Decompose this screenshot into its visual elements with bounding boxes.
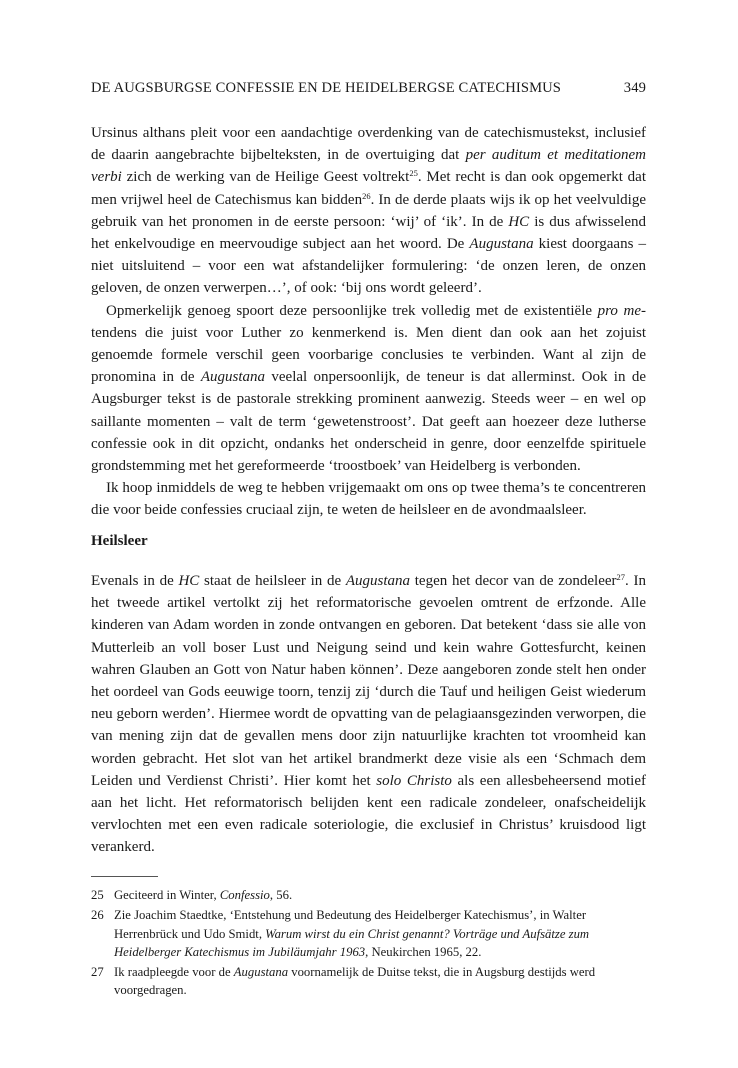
text-run: is dus afwisselend het enkelvoudige en meervoudige subject aan het woord. De	[91, 213, 646, 253]
page-number: 349	[623, 80, 646, 96]
footnote-separator	[91, 876, 158, 877]
italic-phrase: pro me	[597, 302, 641, 319]
text-run: Opmerkelijk genoeg spoort deze persoonlijke trek volledig met de existentiële	[106, 302, 598, 319]
text-run: tegen het decor van de zondeleer	[410, 573, 617, 589]
paragraph-3	[91, 477, 646, 521]
footnote-number: 27	[91, 965, 104, 980]
footnote-ref-25[interactable]: 25	[409, 168, 418, 179]
italic-phrase: Augustana	[469, 236, 534, 253]
intro-text	[91, 122, 646, 522]
paragraph-1	[91, 122, 646, 300]
italic-phrase: Augustana	[200, 369, 266, 386]
italic-phrase: HC	[178, 573, 200, 589]
text-run: -tendens die juist voor Luther zo kenmerkend is. Men dient dan ook aan het zojuist genoemde formele verschil geen voorbarige conclusies te verbinden. Want al zijn de pronomina in de	[91, 302, 646, 386]
text-run: als een allesbeheersend motief aan het licht. Het reformatorisch belijden kent een radicale zondeleer, onafscheidelijk vervlochten met een even radicale soteriologie, die exclusief in Christus’ kruisdood ligt verankerd.	[91, 772, 646, 856]
footnote-number: 26	[91, 908, 104, 923]
footnote-number: 25	[91, 888, 104, 902]
text-run: voornamelijk de Duitse tekst, die in Augsburg destijds werd voorgedragen.	[114, 965, 596, 998]
text-run: veelal onpersoonlijk, de teneur is dat allerminst. Ook in de Augsburger tekst is de pastorale strekking prominent aanwezig. Steeds weer – en wel op saillante momenten – valt de term ‘gewetenstroost’. Dat geeft aan hoezeer deze lutherse confessie ook in dit opzicht, ondanks het onderscheid in genre, door eenzelfde spirituele grondstemming met het gereformeerde ‘troostboek’ van Heidelberg is verbonden.	[91, 369, 646, 475]
footnote-ref-26[interactable]: 26	[362, 190, 371, 201]
italic-phrase: Augustana	[345, 573, 411, 589]
text-run: , 56.	[269, 888, 293, 902]
text-run: Ik hoop inmiddels de weg te hebben vrijgemaakt om ons op twee thema’s te concentreren die voor beide confessies cruciaal zijn, te weten de heilsleer en de avondmaalsleer.	[91, 480, 646, 519]
section-heading: Heilsleer	[91, 533, 148, 549]
footnote-text	[114, 906, 646, 961]
text-run: Ik raadpleegde voor de	[114, 965, 234, 980]
section-text	[91, 570, 646, 859]
footnote-27	[91, 963, 646, 1000]
italic-title: Augustana	[233, 965, 289, 980]
text-run: staat de heilsleer in de	[199, 573, 346, 589]
running-header	[91, 79, 646, 97]
text-run: , Neukirchen 1965, 22.	[365, 944, 482, 959]
italic-phrase: solo Christo	[376, 772, 452, 789]
footnote-ref-27[interactable]: 27	[616, 572, 626, 582]
text-run: . In het tweede artikel vertolkt zij het reformatorische gevoelen omtrent de erfzonde. Alle kinderen van Adam worden in zonde ontvangen en geboren. Dat betekent ‘dass sie alle von Mutterleib an voll boser Lust und Neigung seind und kein wahre Gottesfurcht, keinen wahren Glauben an Gott von Natur haben können’. Deze aangeboren zonde stelt hen onder het oordeel van Gods eeuwige toorn, tenzij zij ‘durch die Tauf und heiligen Geist wiederum neu geborn werden’. Hiermee wordt de opvatting van de pelagiaansgezinden verworpen, die van mening zijn dat de gevallen mens door zijn natuurlijke krachten tot vroomheid kan worden gebracht. Het slot van het artikel brandmerkt deze visie als een ‘Schmach dem Leiden und Verdienst Christi’. Hier komt het	[91, 573, 647, 789]
footnote-26	[91, 906, 646, 961]
footnote-text	[114, 963, 646, 1000]
text-run: kiest doorgaans – niet uitsluitend – voor een wat afstandelijker formulering: ‘de onzen leren, de onzen geloven, de onzen verwerpen…’, of ook: ‘bij ons wordt geleerd’.	[91, 236, 646, 297]
italic-title: Confessio	[219, 888, 270, 902]
text-run: Zie Joachim Staedtke, ‘Entstehung und Bedeutung des Heidelberger Katechismus’, in Walter Herrenbrück und Udo Smidt,	[114, 908, 587, 941]
text-run: . Met recht is dan ook opgemerkt dat men vrijwel heel de Catechismus kan bidden	[91, 169, 646, 208]
italic-phrase: HC	[508, 213, 530, 230]
italic-phrase: per auditum et meditationem verbi	[91, 147, 646, 186]
text-run: . In de derde plaats wijs ik op het veelvuldige gebruik van het pronomen in de eerste persoon: ‘wij’ of ‘ik’. In de	[91, 191, 646, 230]
text-run: Evenals in de	[91, 573, 179, 589]
paragraph-2	[91, 300, 646, 478]
footnote-text	[114, 886, 646, 904]
text-run: Ursinus althans pleit voor een aandachtige overdenking van de catechismustekst, inclusief de daarin aangebrachte bijbelteksten, in de overtuiging dat	[91, 125, 646, 164]
text-run: zich de werking van de Heilige Geest voltrekt	[121, 169, 410, 186]
text-run: Geciteerd in Winter,	[114, 888, 220, 902]
footnote-25	[91, 886, 646, 904]
italic-title: Warum wirst du ein Christ genannt? Vorträge und Aufsätze zum Heidelberger Katechismus im Jubiläumjahr 1963	[114, 926, 590, 959]
paragraph-4	[91, 570, 646, 859]
footnotes	[91, 886, 646, 1002]
running-title: DE AUGSBURGSE CONFESSIE EN DE HEIDELBERGSE CATECHISMUS	[91, 80, 562, 96]
